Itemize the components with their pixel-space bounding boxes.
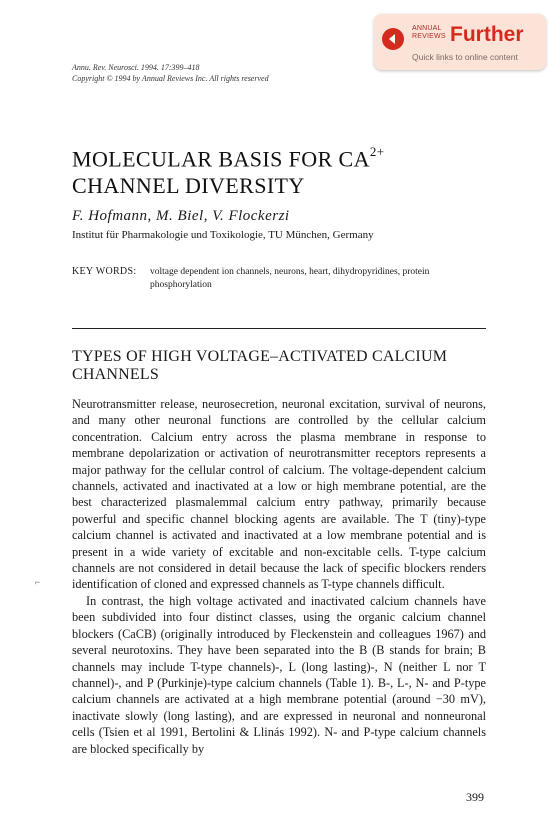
banner-brand-line1: ANNUAL	[412, 25, 442, 32]
article-title	[72, 140, 492, 199]
journal-citation	[72, 62, 269, 84]
authors: F. Hofmann, M. Biel, V. Flockerzi	[72, 208, 290, 224]
banner-subtitle: Quick links to online content	[412, 52, 518, 62]
title-line2: CHANNEL DIVERSITY	[72, 173, 305, 199]
margin-mark: ⌐	[35, 577, 41, 587]
citation-line2: Copyright © 1994 by Annual Reviews Inc. All rights reserved	[72, 74, 269, 83]
citation-line1: Annu. Rev. Neurosci. 1994. 17:399–418	[72, 63, 200, 72]
section-heading: TYPES OF HIGH VOLTAGE–ACTIVATED CALCIUM CHANNELS	[72, 348, 448, 383]
title-line1-main: MOLECULAR BASIS FOR CA	[72, 146, 370, 172]
paragraph-1: Neurotransmitter release, neurosecretion, neuronal excitation, survival of neurons, and many other neuronal functions are controlled by the cellular calcium concentration. Calcium entry across the plasma membrane in response to membrane depolarization or activation of neurotransmitter receptors represents a major pathway for the cellular control of calcium. The voltage-dependent calcium channels, activated and inactivated at a low or high membrane potential, are the best characterized plasmalemmal calcium entry pathway, primarily because powerful and specific channel blocking agents are available. The T (tiny)-type calcium channel is activated and inactivated at a low membrane potential and is present in a wide variety of excitable and non-excitable cells. T-type calcium channels are not considered in detail because the lack of specific blockers renders identification of cloned and expressed channels as T-type channels difficult.	[72, 397, 486, 592]
affiliation: Institut für Pharmakologie und Toxikologie, TU München, Germany	[72, 229, 374, 241]
page-number: 399	[466, 790, 484, 804]
banner-brand-line2: REVIEWS	[412, 33, 446, 40]
body-text	[72, 396, 486, 757]
banner-brand	[412, 25, 446, 41]
further-banner[interactable]	[374, 14, 546, 70]
banner-further-label: Further	[450, 23, 524, 46]
paragraph-2: In contrast, the high voltage activated and inactivated calcium channels have been subdivided into four distinct classes, using the organic calcium channel blockers (CaCB) (originally introduced by Fleckenstein and colleagues 1967) and several neurotoxins. They have been separated into the B (B stands for brain; B channels may include T-type channels)-, L (long lasting)-, N (neither L nor T channel)-, and P (Purkinje)-type calcium channels (Table 1). B-, L-, N- and P-type calcium channels are activated at a high membrane potential (around −30 mV), inactivate slowly (long lasting), and are expressed in neuronal and nonneuronal cells (Tsien et al 1991, Bertolini & Llinás 1992). N- and P-type calcium channels are blocked specifically by	[72, 593, 486, 756]
title-line1-superscript: 2+	[369, 144, 385, 159]
keywords-text: voltage dependent ion channels, neurons, heart, dihydropyridines, protein phosphorylation	[150, 267, 430, 290]
keywords-label: KEY WORDS:	[72, 266, 137, 277]
divider-rule	[72, 328, 486, 329]
annual-reviews-logo-icon	[382, 28, 404, 50]
